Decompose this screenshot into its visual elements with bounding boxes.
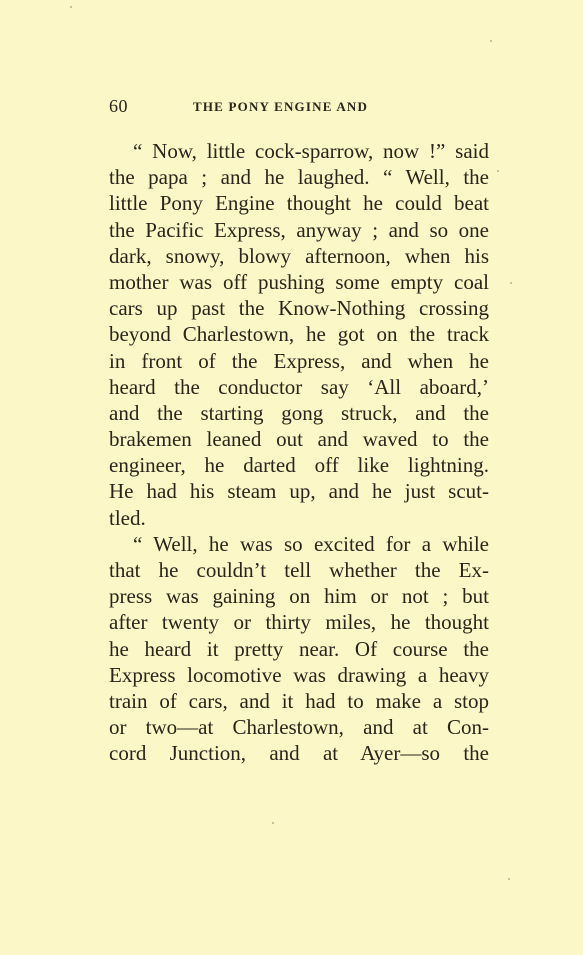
text-line: He had his steam up, and he just scut-: [109, 479, 489, 504]
paper-speck: [490, 40, 492, 42]
running-title: THE PONY ENGINE AND: [193, 99, 369, 114]
text-line: cars up past the Know-Nothing crossing: [109, 296, 489, 321]
text-line: the papa ; and he laughed. “ Well, the: [109, 165, 489, 190]
text-line: “ Well, he was so excited for a while: [133, 531, 489, 556]
text-line: brakemen leaned out and waved to the: [109, 427, 489, 452]
text-line: cord Junction, and at Ayer—so the: [109, 741, 489, 766]
paper-speck: [70, 6, 72, 8]
text-line: or two—at Charlestown, and at Con-: [109, 715, 489, 740]
paper-speck: [272, 822, 274, 824]
text-line: tled.: [109, 505, 146, 530]
page-number: 60: [109, 96, 128, 116]
text-line: the Pacific Express, anyway ; and so one: [109, 217, 489, 242]
text-line: mother was off pushing some empty coal: [109, 269, 489, 294]
text-line: in front of the Express, and when he: [109, 348, 489, 373]
text-line: press was gaining on him or not ; but: [109, 584, 489, 609]
paper-speck: [510, 282, 512, 284]
text-line: engineer, he darted off like lightning.: [109, 453, 489, 478]
paper-speck: [497, 170, 499, 172]
body-text: [109, 138, 489, 767]
text-line: “ Now, little cock-sparrow, now !” said: [133, 139, 489, 163]
paper-speck: [508, 878, 510, 880]
text-line: heard the conductor say ‘All aboard,’: [109, 374, 489, 399]
page-header: [109, 96, 489, 120]
text-line: that he couldn’t tell whether the Ex-: [109, 558, 489, 582]
text-line: and the starting gong struck, and the: [109, 400, 489, 425]
text-line: train of cars, and it had to make a stop: [109, 688, 489, 713]
text-line: dark, snowy, blowy afternoon, when his: [109, 243, 489, 268]
text-line: little Pony Engine thought he could beat: [109, 191, 489, 216]
text-line: beyond Charlestown, he got on the track: [109, 322, 489, 347]
text-line: he heard it pretty near. Of course the: [109, 636, 489, 661]
text-line: after twenty or thirty miles, he thought: [109, 610, 489, 635]
text-line: Express locomotive was drawing a heavy: [109, 662, 489, 687]
